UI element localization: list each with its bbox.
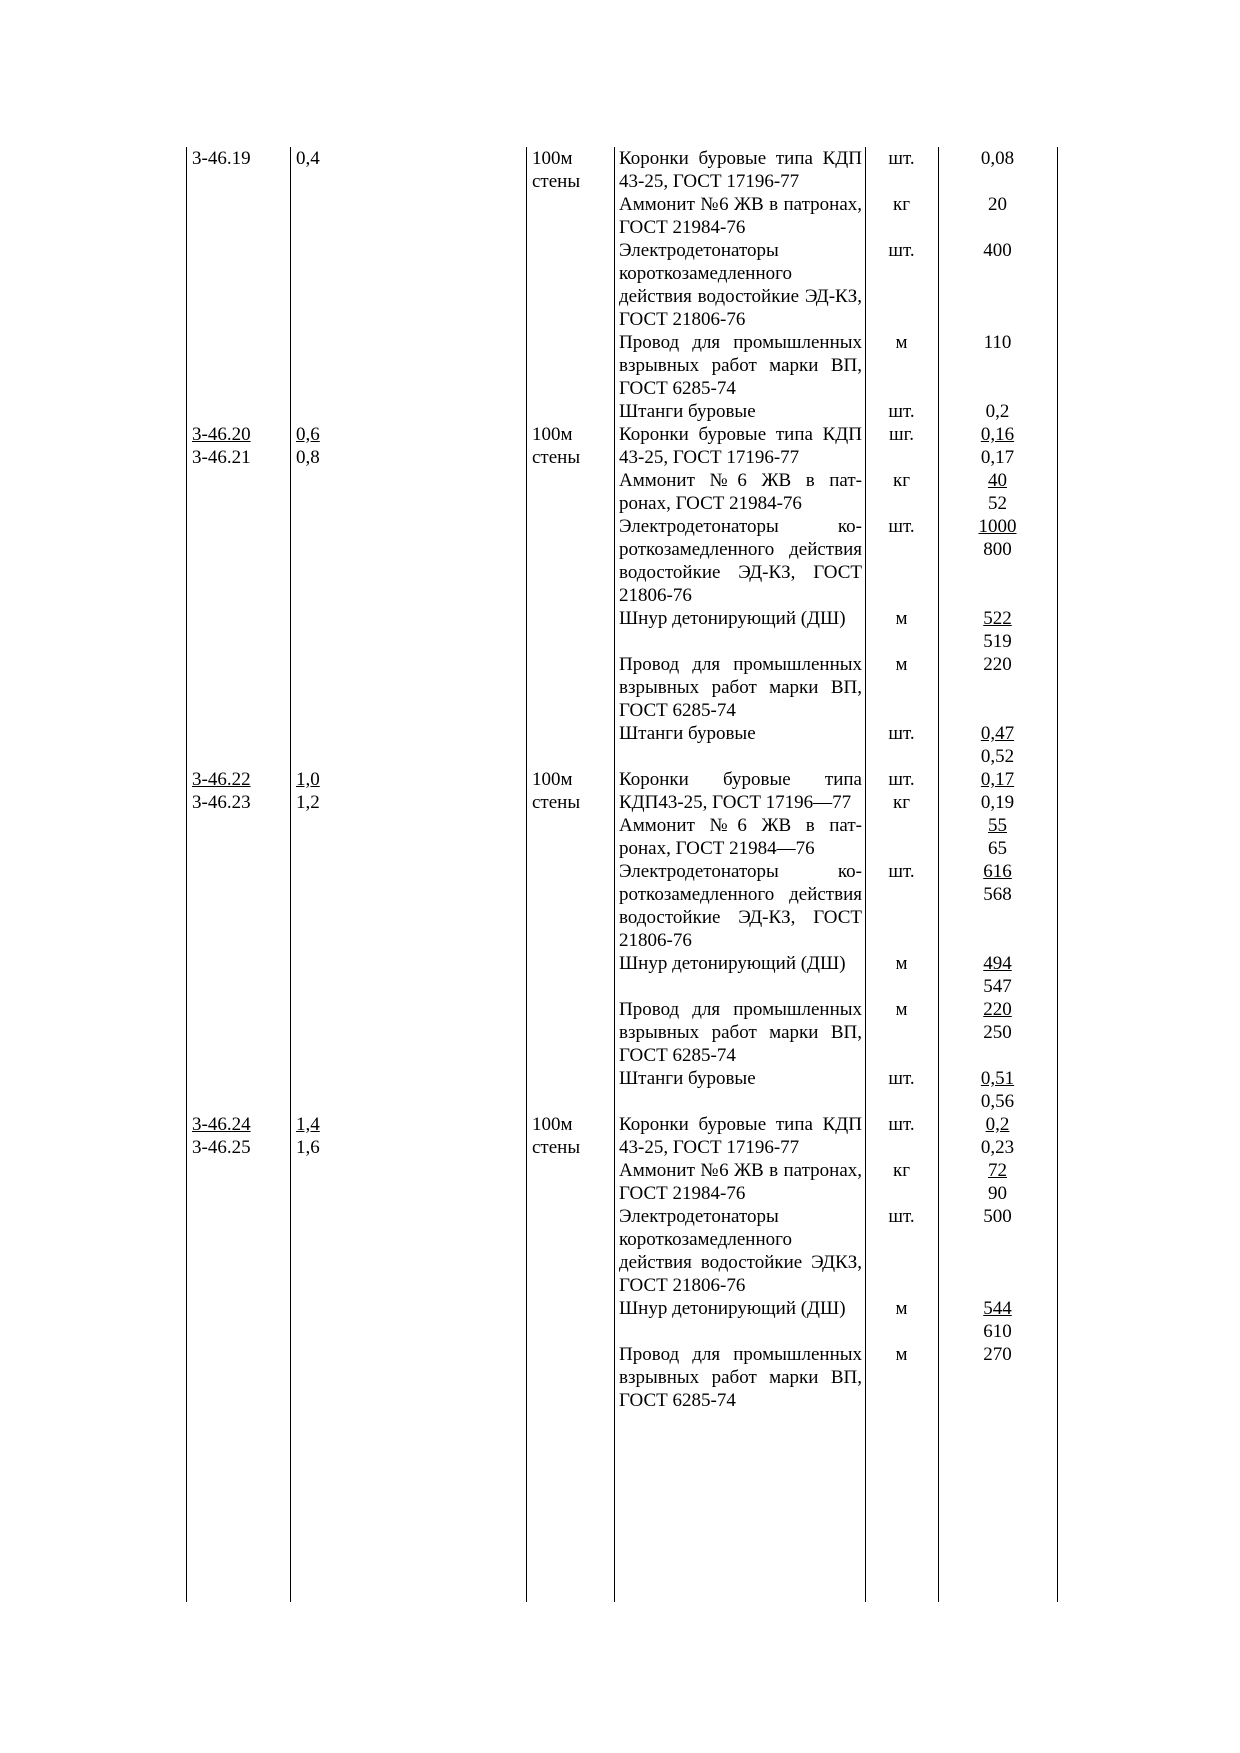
- column-divider: [614, 147, 615, 1602]
- column-divider: [526, 147, 527, 1602]
- material-quantity-cell: [938, 1205, 1057, 1297]
- material-quantity-cell: [938, 469, 1057, 515]
- material-quantity-cell: [938, 814, 1057, 860]
- material-name: Аммонит №6 ЖВ в пат-ронах, ГОСТ 21984—76: [619, 815, 862, 859]
- material-unit: м: [895, 1344, 908, 1365]
- material-unit: шт.: [888, 148, 915, 169]
- measure-unit: 100м: [532, 769, 573, 790]
- material-name-cell: [614, 400, 865, 423]
- material-name-cell: [614, 722, 865, 768]
- material-unit: кг: [892, 470, 911, 491]
- material-name-cell: [614, 1297, 865, 1343]
- material-name-cell: [614, 952, 865, 998]
- material-unit: шг.: [888, 424, 915, 445]
- material-quantity-cell: [938, 860, 1057, 952]
- material-quantity: 0,19: [980, 792, 1015, 813]
- material-quantity: 65: [988, 838, 1007, 859]
- material-name-cell: [614, 193, 865, 239]
- material-quantity: 40: [988, 470, 1007, 491]
- material-name-cell: [614, 147, 865, 193]
- norm-code: 3-46.24: [192, 1114, 251, 1135]
- material-name: Провод для промышленных взрывных работ марки ВП, ГОСТ 6285-74: [619, 999, 862, 1066]
- norm-block: [186, 423, 1060, 768]
- material-quantity: 0,47: [980, 723, 1015, 744]
- material-name: Штанги буровые: [619, 1068, 756, 1089]
- material-unit: кг: [892, 1160, 911, 1181]
- measure-unit-cell: [526, 147, 614, 193]
- material-quantity: 800: [983, 539, 1012, 560]
- material-quantity: 519: [983, 631, 1012, 652]
- material-quantity-cell: [938, 1067, 1057, 1113]
- material-name-cell: [614, 998, 865, 1067]
- material-quantity: 0,52: [980, 746, 1015, 767]
- material-quantity-cell: [938, 952, 1057, 998]
- material-name-cell: [614, 423, 865, 469]
- material-name: Электродетонаторы ко-роткозамедленного действия водостойкие ЭД-КЗ, ГОСТ 21806-76: [619, 516, 862, 606]
- material-name-cell: [614, 860, 865, 952]
- norm-parameter: 1,6: [296, 1137, 320, 1158]
- material-quantity: 90: [988, 1183, 1007, 1204]
- material-unit: м: [895, 999, 908, 1020]
- measure-unit: 100м: [532, 424, 573, 445]
- material-name: Аммонит №6 ЖВ в патронах, ГОСТ 21984-76: [619, 1160, 862, 1204]
- material-name-cell: [614, 768, 865, 814]
- material-quantity: 0,56: [980, 1091, 1015, 1112]
- material-quantity: 0,08: [980, 148, 1015, 169]
- material-unit: м: [895, 332, 908, 353]
- material-quantity: 110: [983, 332, 1012, 353]
- material-quantity: 0,17: [980, 447, 1015, 468]
- material-name: Шнур детонирующий (ДШ): [619, 953, 846, 974]
- norm-code-cell: [186, 768, 290, 814]
- material-quantity: 522: [983, 608, 1012, 629]
- material-name-cell: [614, 1113, 865, 1159]
- norm-parameter: 0,6: [296, 424, 320, 445]
- material-name: Коронки буровые типа КДП 43-25, ГОСТ 17196-77: [619, 1114, 862, 1158]
- material-name-cell: [614, 469, 865, 515]
- material-quantity-cell: [938, 1343, 1057, 1412]
- table-border-left: [186, 147, 187, 1602]
- material-unit: шт.: [888, 1206, 915, 1227]
- material-quantity-cell: [938, 1297, 1057, 1343]
- measure-unit: стены: [532, 1137, 581, 1158]
- material-name: Шнур детонирующий (ДШ): [619, 1298, 846, 1319]
- material-quantity: 0,2: [985, 401, 1010, 422]
- material-name-cell: [614, 1343, 865, 1412]
- column-divider: [865, 147, 866, 1602]
- material-quantity: 0,16: [980, 424, 1015, 445]
- material-unit: м: [895, 654, 908, 675]
- material-quantity-cell: [938, 1113, 1057, 1159]
- norms-table: [186, 147, 1060, 1602]
- material-quantity-cell: [938, 193, 1057, 239]
- material-quantity: 0,17: [980, 769, 1015, 790]
- material-quantity-cell: [938, 653, 1057, 722]
- material-quantity-cell: [938, 1159, 1057, 1205]
- material-unit: шт.: [888, 401, 915, 422]
- material-quantity-cell: [938, 607, 1057, 653]
- norm-parameter: 1,0: [296, 769, 320, 790]
- material-quantity: 544: [983, 1298, 1012, 1319]
- material-quantity: 0,51: [980, 1068, 1015, 1089]
- material-name: Провод для промышленных взрывных работ марки ВП, ГОСТ 6285-74: [619, 1344, 862, 1411]
- norm-parameter: 0,4: [296, 148, 320, 169]
- table-border-right: [1057, 147, 1058, 1602]
- material-name: Штанги буровые: [619, 401, 756, 422]
- measure-unit-cell: [526, 423, 614, 469]
- material-name-cell: [614, 239, 865, 331]
- material-quantity: 1000: [978, 516, 1017, 537]
- material-quantity: 400: [983, 240, 1012, 261]
- material-name-cell: [614, 1067, 865, 1113]
- norm-block: [186, 768, 1060, 1113]
- material-quantity: 220: [983, 654, 1012, 675]
- material-quantity: 494: [983, 953, 1012, 974]
- material-quantity-cell: [938, 239, 1057, 331]
- material-name-cell: [614, 331, 865, 400]
- material-name: Электродетонаторы короткозамедленного действия водостойкие ЭД-КЗ, ГОСТ 21806-76: [619, 240, 862, 330]
- norm-block: [186, 1113, 1060, 1412]
- material-quantity: 55: [988, 815, 1007, 836]
- norm-code: 3-46.22: [192, 769, 251, 790]
- norm-code-cell: [186, 147, 290, 193]
- material-name-cell: [614, 1159, 865, 1205]
- norm-code: 3-46.21: [192, 447, 251, 468]
- material-name-cell: [614, 814, 865, 860]
- material-quantity: 0,2: [985, 1114, 1010, 1135]
- measure-unit: стены: [532, 171, 581, 192]
- material-quantity: 72: [988, 1160, 1007, 1181]
- measure-unit: 100м: [532, 1114, 573, 1135]
- norm-parameter-cell: [290, 1113, 526, 1159]
- norm-parameter-cell: [290, 423, 526, 469]
- material-name: Электродетонаторы короткозамедленного действия водостойкие ЭДКЗ, ГОСТ 21806-76: [619, 1206, 862, 1296]
- material-quantity: 610: [983, 1321, 1012, 1342]
- material-name: Коронки буровые типа КДП 43-25, ГОСТ 17196-77: [619, 424, 862, 468]
- norm-parameter: 1,4: [296, 1114, 320, 1135]
- norm-parameter: 1,2: [296, 792, 320, 813]
- material-unit: шт.: [888, 769, 915, 790]
- material-quantity: 220: [983, 999, 1012, 1020]
- material-unit: шт.: [888, 240, 915, 261]
- material-unit: кг: [892, 194, 911, 215]
- material-name: Шнур детонирующий (ДШ): [619, 608, 846, 629]
- material-name: Аммонит №6 ЖВ в патронах, ГОСТ 21984-76: [619, 194, 862, 238]
- material-name: Электродетонаторы ко-роткозамедленного действия водостойкие ЭД-КЗ, ГОСТ 21806-76: [619, 861, 862, 951]
- material-name: Коронки буровые типа КДП43-25, ГОСТ 17196—77: [619, 769, 862, 813]
- material-unit: кг: [892, 792, 911, 813]
- material-unit: шт.: [888, 723, 915, 744]
- material-name-cell: [614, 515, 865, 607]
- measure-unit: 100м: [532, 148, 573, 169]
- column-divider: [290, 147, 291, 1602]
- measure-unit-cell: [526, 768, 614, 814]
- material-unit: шт.: [888, 1114, 915, 1135]
- material-quantity: 500: [983, 1206, 1012, 1227]
- material-name-cell: [614, 607, 865, 653]
- material-unit: м: [895, 1298, 908, 1319]
- norm-code: 3-46.19: [192, 148, 251, 169]
- norm-code-cell: [186, 1113, 290, 1159]
- material-name: Провод для промышленных взрывных работ марки ВП, ГОСТ 6285-74: [619, 332, 862, 399]
- measure-unit: стены: [532, 447, 581, 468]
- material-unit-cell: [865, 768, 938, 814]
- material-name: Аммонит №6 ЖВ в пат-ронах, ГОСТ 21984-76: [619, 470, 862, 514]
- material-quantity-cell: [938, 515, 1057, 607]
- measure-unit: стены: [532, 792, 581, 813]
- material-quantity-cell: [938, 423, 1057, 469]
- material-unit: м: [895, 608, 908, 629]
- material-quantity: 270: [983, 1344, 1012, 1365]
- material-name: Коронки буровые типа КДП 43-25, ГОСТ 17196-77: [619, 148, 862, 192]
- material-quantity-cell: [938, 331, 1057, 400]
- material-quantity-cell: [938, 147, 1057, 193]
- column-divider: [938, 147, 939, 1602]
- norm-code-cell: [186, 423, 290, 469]
- material-quantity: 0,23: [980, 1137, 1015, 1158]
- measure-unit-cell: [526, 1113, 614, 1159]
- material-quantity: 20: [988, 194, 1007, 215]
- material-unit: шт.: [888, 516, 915, 537]
- material-unit-cell: [865, 814, 938, 860]
- material-unit: м: [895, 953, 908, 974]
- material-quantity-cell: [938, 998, 1057, 1067]
- norm-code: 3-46.20: [192, 424, 251, 445]
- norm-code: 3-46.23: [192, 792, 251, 813]
- material-name-cell: [614, 653, 865, 722]
- material-quantity-cell: [938, 400, 1057, 423]
- norm-block: [186, 147, 1060, 423]
- material-name: Провод для промышленных взрывных работ марки ВП, ГОСТ 6285-74: [619, 654, 862, 721]
- norm-parameter: 0,8: [296, 447, 320, 468]
- material-quantity-cell: [938, 768, 1057, 814]
- material-name: Штанги буровые: [619, 723, 756, 744]
- norm-parameter-cell: [290, 147, 526, 193]
- material-quantity: 52: [988, 493, 1007, 514]
- material-unit: шт.: [888, 861, 915, 882]
- material-quantity-cell: [938, 722, 1057, 768]
- norm-parameter-cell: [290, 768, 526, 814]
- material-unit: шт.: [888, 1068, 915, 1089]
- norm-code: 3-46.25: [192, 1137, 251, 1158]
- material-quantity: 616: [983, 861, 1012, 882]
- material-quantity: 568: [983, 884, 1012, 905]
- material-quantity: 250: [983, 1022, 1012, 1043]
- material-name-cell: [614, 1205, 865, 1297]
- material-quantity: 547: [983, 976, 1012, 997]
